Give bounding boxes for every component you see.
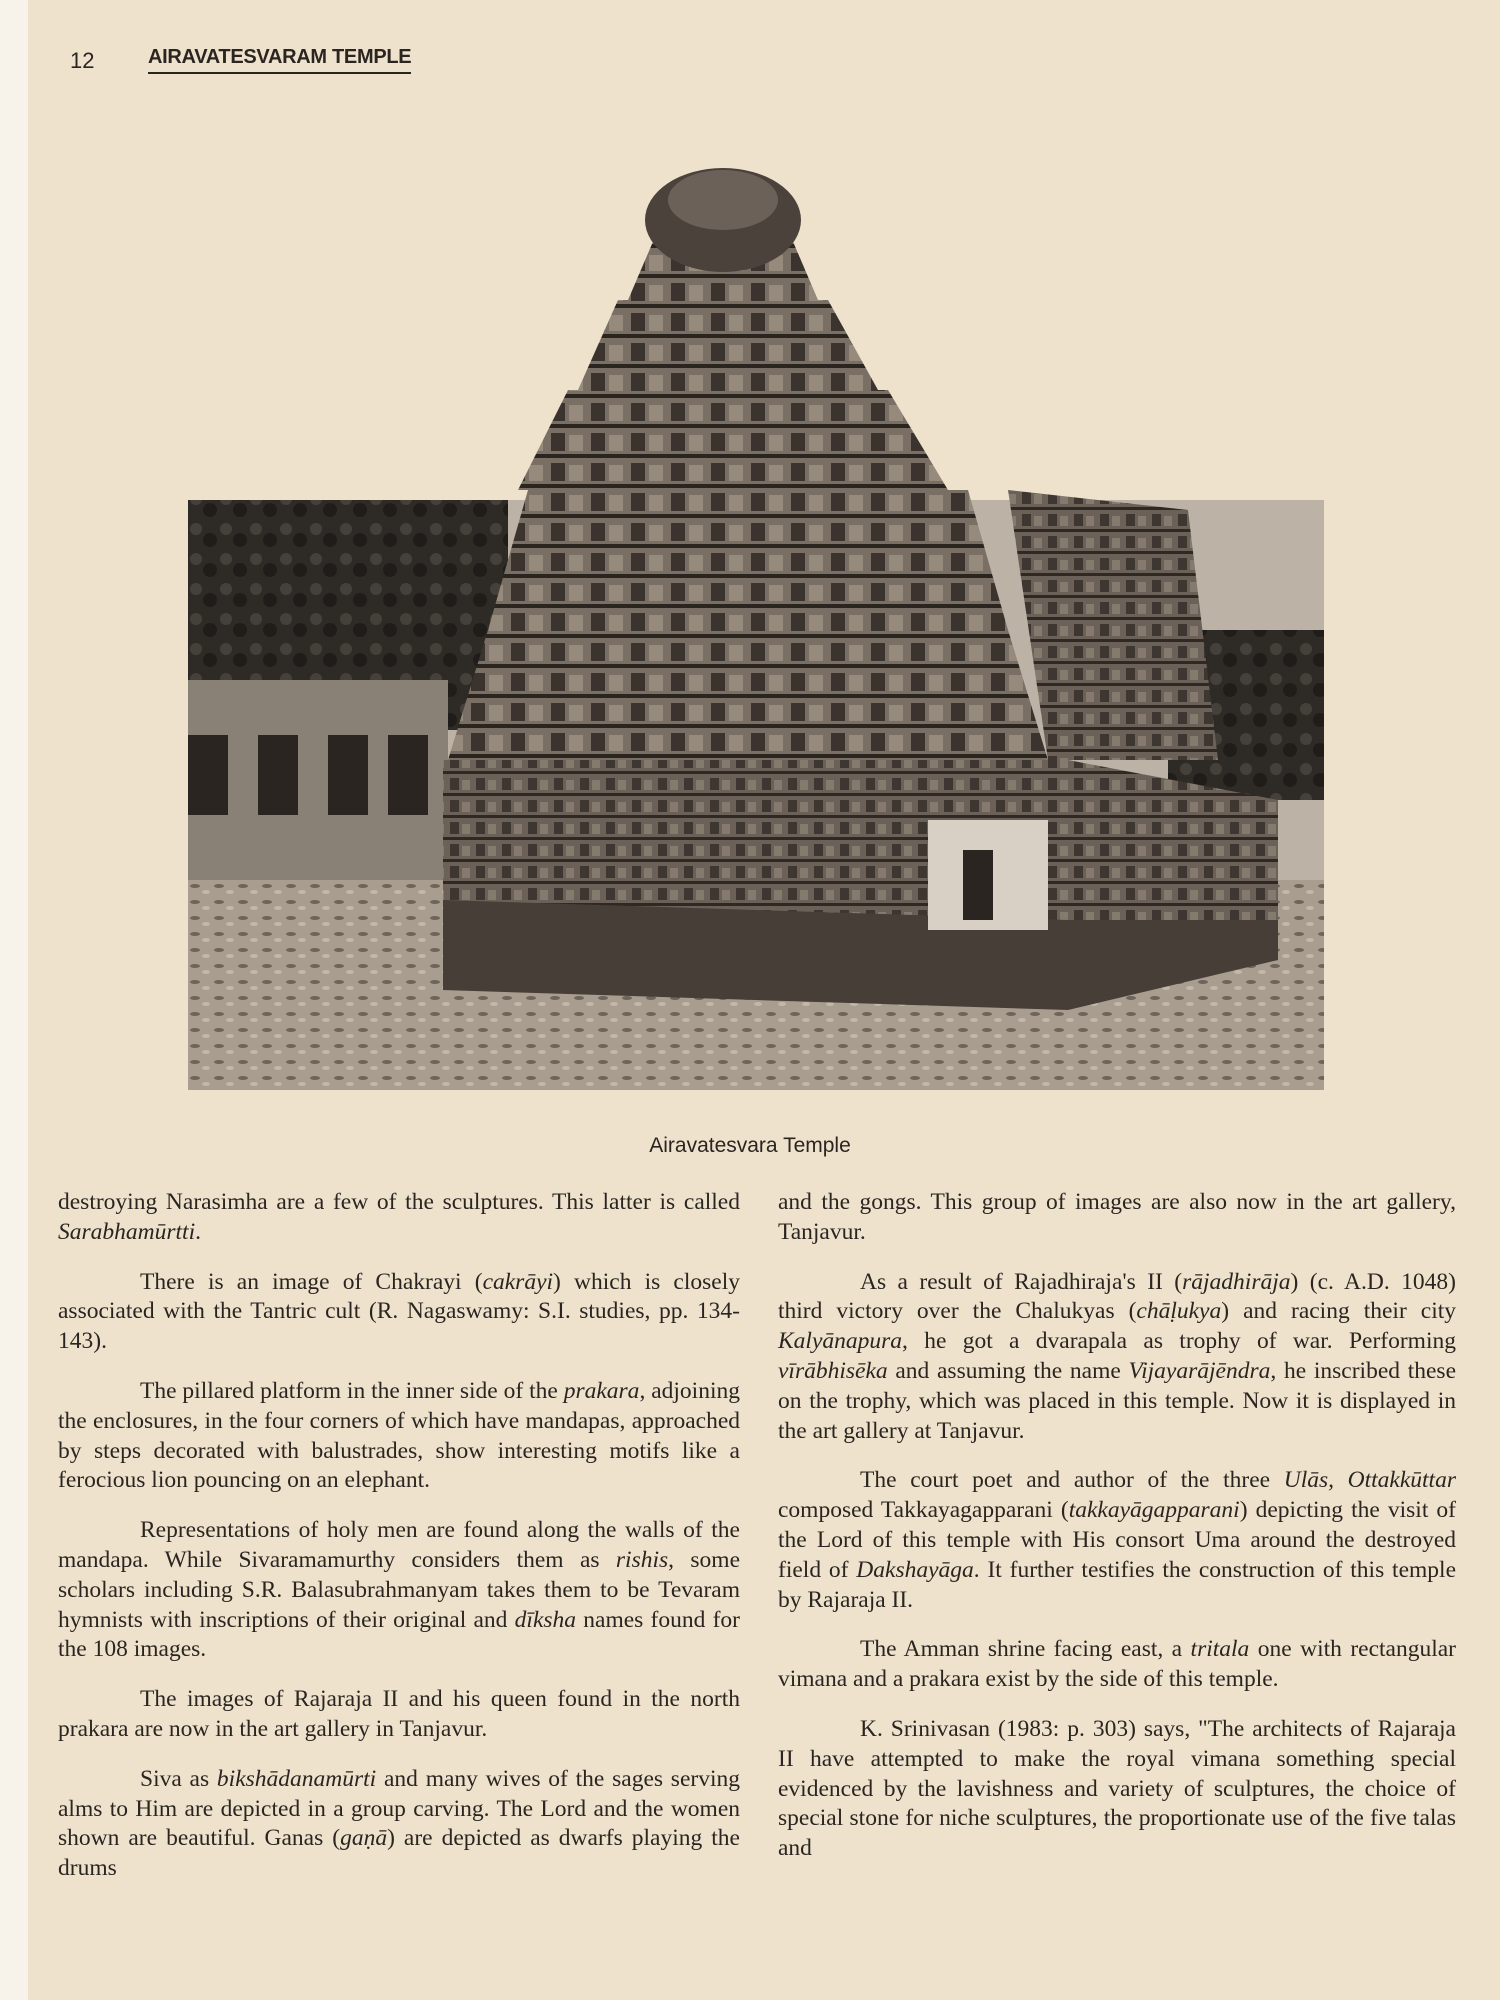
italic-term: gaṇā [340,1825,388,1852]
italic-term: tritala [1190,1636,1250,1663]
italic-term: rājadhirāja [1182,1268,1291,1295]
italic-term: chāḷukya [1136,1298,1222,1325]
paragraph: The Amman shrine facing east, a tritala one with rectangular vimana and a prakara exist by the side of this temple. [778,1636,1457,1693]
paragraph: The court poet and author of the three Ulās, Ottakkūttar composed Takkayagapparani (takkayāgapparani) depicting the visit of the Lord of this temple with His consort Uma around the destroyed field of Dakshayāga. It further testifies the construction of this temple by Rajaraja II. [778,1467,1456,1613]
italic-term: rishis [615,1546,669,1573]
paragraph: destroying Narasimha are a few of the sculptures. This latter is called Sarabhamūrtti. [58,1189,740,1245]
italic-term: bikshādanamūrti [216,1765,377,1792]
paragraph: Representations of holy men are found along the walls of the mandapa. While Sivaramamurthy considers them as rishis, some scholars including S.R. Balasubrahmanyam takes them to be Tevaram hymnists with inscriptions of their original and dīksha names found for the 108 images. [58,1517,741,1663]
italic-term: Sarabhamūrtti [58,1218,196,1245]
page-number: 12 [70,48,95,73]
paragraph: The images of Rajaraja II and his queen found in the north prakara are now in the art gallery in Tanjavur. [58,1686,740,1742]
italic-term: vīrābhisēka [778,1357,888,1384]
left-text-column [58,1188,740,1884]
running-title: AIRAVATESVARAM TEMPLE [148,46,411,74]
page-header [70,40,411,74]
italic-term: cakrāyi [482,1268,554,1295]
italic-term: Dakshayāga [856,1556,974,1583]
italic-term: Ulās, Ottakkūttar [1283,1467,1456,1494]
paragraph: There is an image of Chakrayi (cakrāyi) which is closely associated with the Tantric cult (R. Nagaswamy: S.I. studies, pp. 134-143). [58,1268,740,1355]
italic-term: Vijayarājēndra [1128,1357,1271,1384]
paragraph: K. Srinivasan (1983: p. 303) says, "The architects of Rajaraja II have attempted to make the royal vimana something special evidenced by the lavishness and variety of sculptures, the choice of special stone for niche sculptures, the proportionate use of the five talas and [778,1715,1456,1862]
italic-term: Kalyānapura [778,1328,903,1355]
paragraph: The pillared platform in the inner side of the prakara, adjoining the enclosures, in the four corners of which have mandapas, approached by steps decorated with balustrades, show interesting motifs like a ferocious lion pouncing on an elephant. [58,1377,740,1494]
italic-term: dīksha [514,1606,577,1633]
italic-term: takkayāgapparani [1068,1497,1240,1524]
figure-caption: Airavatesvara Temple [649,1134,851,1157]
paragraph: and the gongs. This group of images are also now in the art gallery, Tanjavur. [778,1189,1456,1245]
paragraph: Siva as bikshādanamūrti and many wives of the sages serving alms to Him are depicted in a group carving. The Lord and the women shown are beautiful. Ganas (gaṇā) are depicted as dwarfs playing the drums [58,1765,740,1882]
paragraph: As a result of Rajadhiraja's II (rājadhirāja) (c. A.D. 1048) third victory over the Chalukyas (chāḷukya) and racing their city Kalyānapura, he got a dvarapala as trophy of war. Performing vīrābhisēka and assuming the name Vijayarājēndra, he inscribed these on the trophy, which was placed in this temple. Now it is displayed in the art gallery at Tanjavur. [778,1268,1457,1444]
right-text-column [778,1188,1456,1864]
temple-photograph [188,160,1324,1090]
italic-term: prakara [563,1377,640,1404]
page-edge [0,0,28,2000]
